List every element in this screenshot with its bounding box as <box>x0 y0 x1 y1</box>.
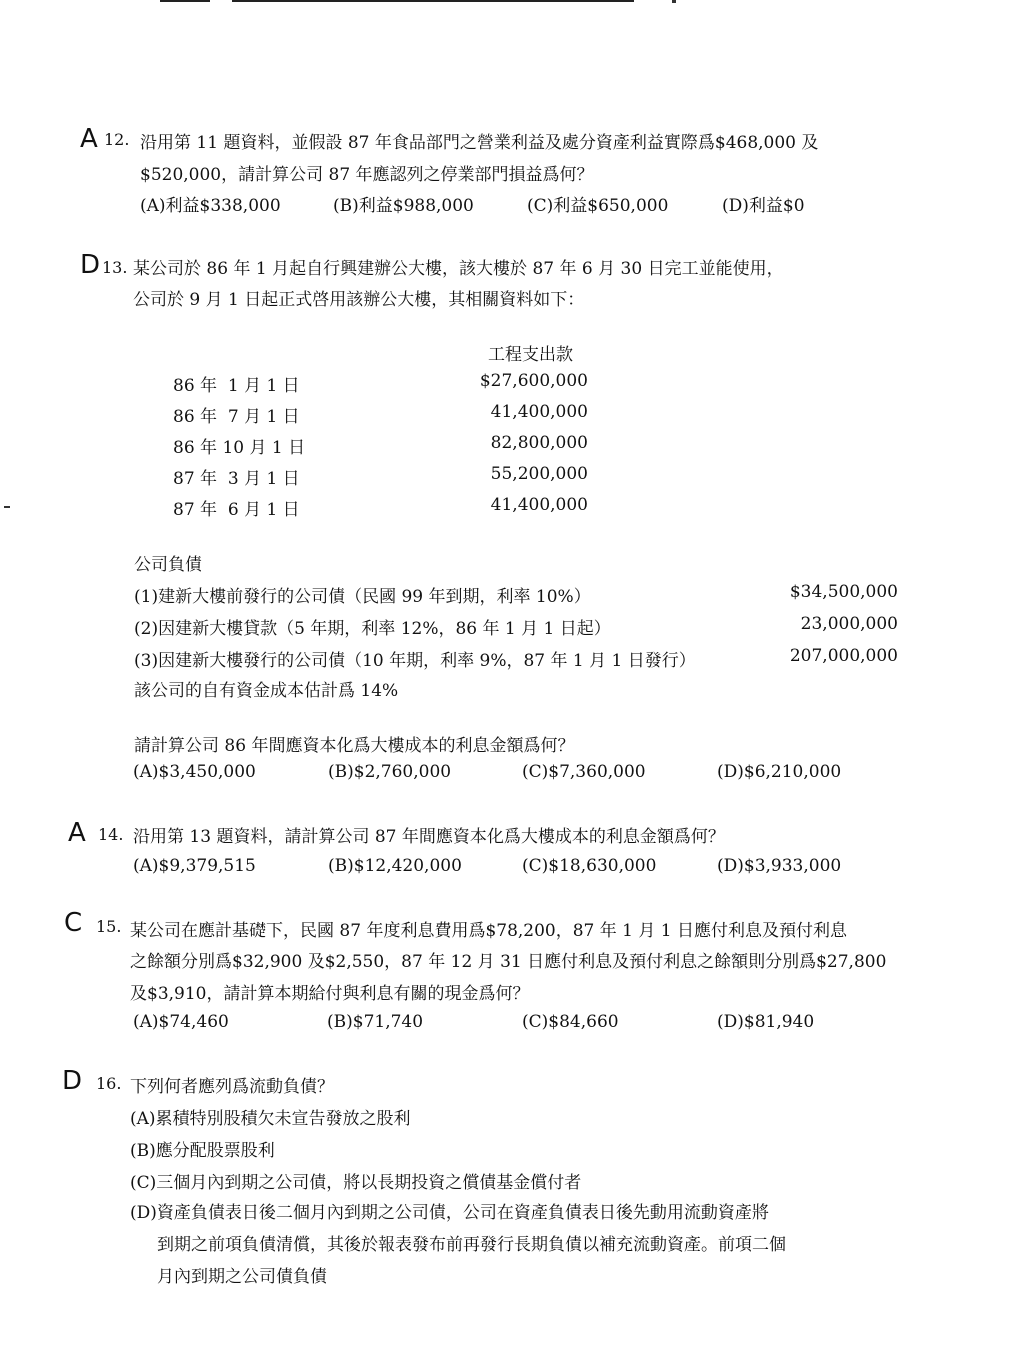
q14-option-b: (B)$12,420,000 <box>328 856 462 876</box>
q14-option-a: (A)$9,379,515 <box>133 856 256 876</box>
table-row-date: 87 年 3 月 1 日 <box>173 469 300 489</box>
q15-option-b: (B)$71,740 <box>327 1012 424 1032</box>
q13-line1: 某公司於 86 年 1 月起自行興建辦公大樓，該大樓於 87 年 6 月 30 日完工並能使用， <box>133 259 784 279</box>
table-row-amount: 41,400,000 <box>490 402 588 422</box>
q16-option-c: (C)三個月內到期之公司債，將以長期投資之償債基金償付者 <box>130 1173 582 1193</box>
table-row-date: 86 年 7 月 1 日 <box>173 407 300 427</box>
q15-line3: 及$3,910，請計算本期給付與利息有關的現金爲何？ <box>130 984 530 1004</box>
table-row-amount: $27,600,000 <box>479 371 588 391</box>
q16-line1: 下列何者應列爲流動負債？ <box>130 1077 334 1097</box>
q13-answer-mark: D <box>80 250 101 280</box>
q15-option-a: (A)$74,460 <box>133 1012 229 1032</box>
q16-number: 16. <box>96 1074 122 1093</box>
table-row-amount: 41,400,000 <box>490 495 588 515</box>
debt-amount: $34,500,000 <box>789 582 898 602</box>
debt-amount: 207,000,000 <box>789 646 898 666</box>
q12-option-b: (B)利益$988,000 <box>333 196 474 216</box>
q14-option-c: (C)$18,630,000 <box>522 856 657 876</box>
q12-line2: $520,000，請計算公司 87 年應認列之停業部門損益爲何？ <box>140 165 594 185</box>
scan-speck <box>672 0 676 3</box>
q12-option-d: (D)利益$0 <box>722 196 805 216</box>
debt-amount: 23,000,000 <box>800 614 898 634</box>
q15-answer-mark: C <box>64 908 83 938</box>
q16-answer-mark: D <box>62 1066 83 1096</box>
q14-number: 14. <box>98 825 124 844</box>
q13-option-d: (D)$6,210,000 <box>717 762 842 782</box>
debt-item: (1)建新大樓前發行的公司債（民國 99 年到期，利率 10%） <box>134 587 591 607</box>
q16-option-a: (A)累積特別股積欠未宣告發放之股利 <box>130 1109 411 1129</box>
table-row-amount: 82,800,000 <box>490 433 588 453</box>
q14-line1: 沿用第 13 題資料，請計算公司 87 年間應資本化爲大樓成本的利息金額爲何？ <box>133 827 725 847</box>
q12-number: 12. <box>104 130 130 149</box>
q16-option-b: (B)應分配股票股利 <box>130 1141 275 1161</box>
cost-of-capital-note: 該公司的自有資金成本估計爲 14% <box>134 681 399 701</box>
table-row-date: 86 年 1 月 1 日 <box>173 376 300 396</box>
q15-number: 15. <box>96 917 122 936</box>
scan-speck <box>4 506 10 508</box>
q14-answer-mark: A <box>68 818 86 848</box>
table-row-date: 86 年 10 月 1 日 <box>173 438 306 458</box>
q15-line2: 之餘額分別爲$32,900 及$2,550，87 年 12 月 31 日應付利息及預付利息之餘額則分別爲$27,800 <box>130 952 887 972</box>
q13-line2: 公司於 9 月 1 日起正式啓用該辦公大樓，其相關資料如下： <box>133 290 585 310</box>
debt-item: (2)因建新大樓貸款（5 年期，利率 12%，86 年 1 月 1 日起） <box>134 619 611 639</box>
q16-option-d: (D)資產負債表日後二個月內到期之公司債，公司在資產負債表日後先動用流動資產將 <box>130 1203 769 1223</box>
debt-item: (3)因建新大樓發行的公司債（10 年期，利率 9%，87 年 1 月 1 日發行） <box>134 651 696 671</box>
q16-option-d-cont: 到期之前項負債清償，其後於報表發布前再發行長期負債以補充流動資產。前項二個 <box>157 1235 786 1255</box>
expenditure-table-header: 工程支出款 <box>488 345 573 365</box>
q12-answer-mark: A <box>80 124 98 154</box>
q16-option-d-cont: 月內到期之公司債負債 <box>157 1267 327 1287</box>
q12-option-c: (C)利益$650,000 <box>527 196 669 216</box>
table-row-amount: 55,200,000 <box>490 464 588 484</box>
q13-option-b: (B)$2,760,000 <box>328 762 452 782</box>
q15-option-d: (D)$81,940 <box>717 1012 815 1032</box>
q13-number: 13. <box>102 258 128 277</box>
top-rule-main <box>232 0 634 2</box>
q13-question: 請計算公司 86 年間應資本化爲大樓成本的利息金額爲何？ <box>134 736 575 756</box>
q15-option-c: (C)$84,660 <box>522 1012 619 1032</box>
q14-option-d: (D)$3,933,000 <box>717 856 842 876</box>
q13-option-a: (A)$3,450,000 <box>133 762 256 782</box>
q12-option-a: (A)利益$338,000 <box>140 196 281 216</box>
top-rule-left <box>160 0 210 2</box>
debt-title: 公司負債 <box>134 555 202 575</box>
q13-option-c: (C)$7,360,000 <box>522 762 646 782</box>
table-row-date: 87 年 6 月 1 日 <box>173 500 300 520</box>
q12-line1: 沿用第 11 題資料，並假設 87 年食品部門之營業利益及處分資產利益實際爲$468,000 及 <box>140 133 819 153</box>
q15-line1: 某公司在應計基礎下，民國 87 年度利息費用爲$78,200，87 年 1 月 1 日應付利息及預付利息 <box>130 921 848 941</box>
